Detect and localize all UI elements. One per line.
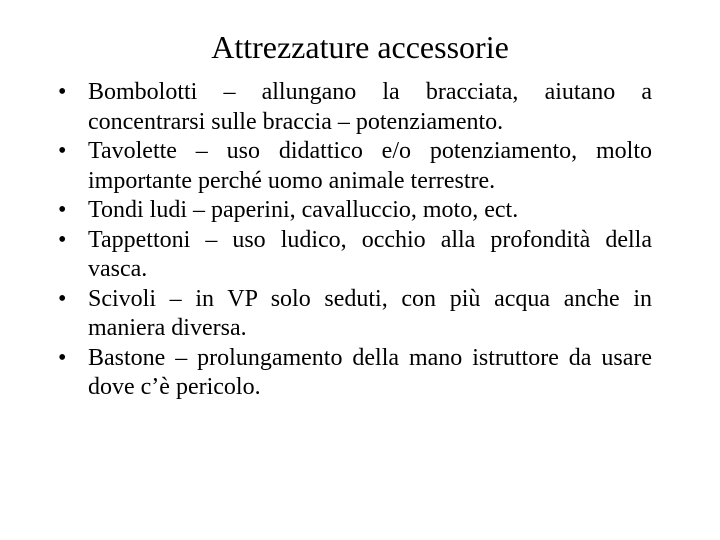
bullet-text: Scivoli – in VP solo seduti, con più acqua anche in maniera diversa. — [88, 285, 652, 341]
list-item — [58, 344, 652, 403]
bullet-text: Tondi ludi – paperini, cavalluccio, moto, ect. — [88, 197, 519, 223]
list-item — [58, 226, 652, 285]
bullet-icon: • — [58, 138, 67, 164]
list-item — [58, 285, 652, 344]
list-item — [58, 78, 652, 137]
list-item — [58, 137, 652, 196]
bullet-text: Bastone – prolungamento della mano istruttore da usare dove c’è pericolo. — [88, 344, 652, 400]
bullet-text: Tavolette – uso didattico e/o potenziamento, molto importante perché uomo animale terrestre. — [88, 138, 652, 194]
bullet-icon: • — [58, 197, 67, 223]
bullet-icon: • — [58, 226, 67, 253]
slide-title: Attrezzature accessorie — [211, 29, 509, 65]
list-item — [58, 196, 652, 226]
bullet-text: Tappettoni – uso ludico, occhio alla profondità della vasca. — [88, 226, 652, 282]
bullet-list — [58, 78, 652, 403]
bullet-icon: • — [58, 344, 67, 371]
bullet-text: Bombolotti – allungano la bracciata, aiutano a concentrarsi sulle braccia – potenziamento. — [88, 79, 652, 135]
bullet-icon: • — [58, 79, 67, 105]
bullet-icon: • — [58, 285, 67, 312]
